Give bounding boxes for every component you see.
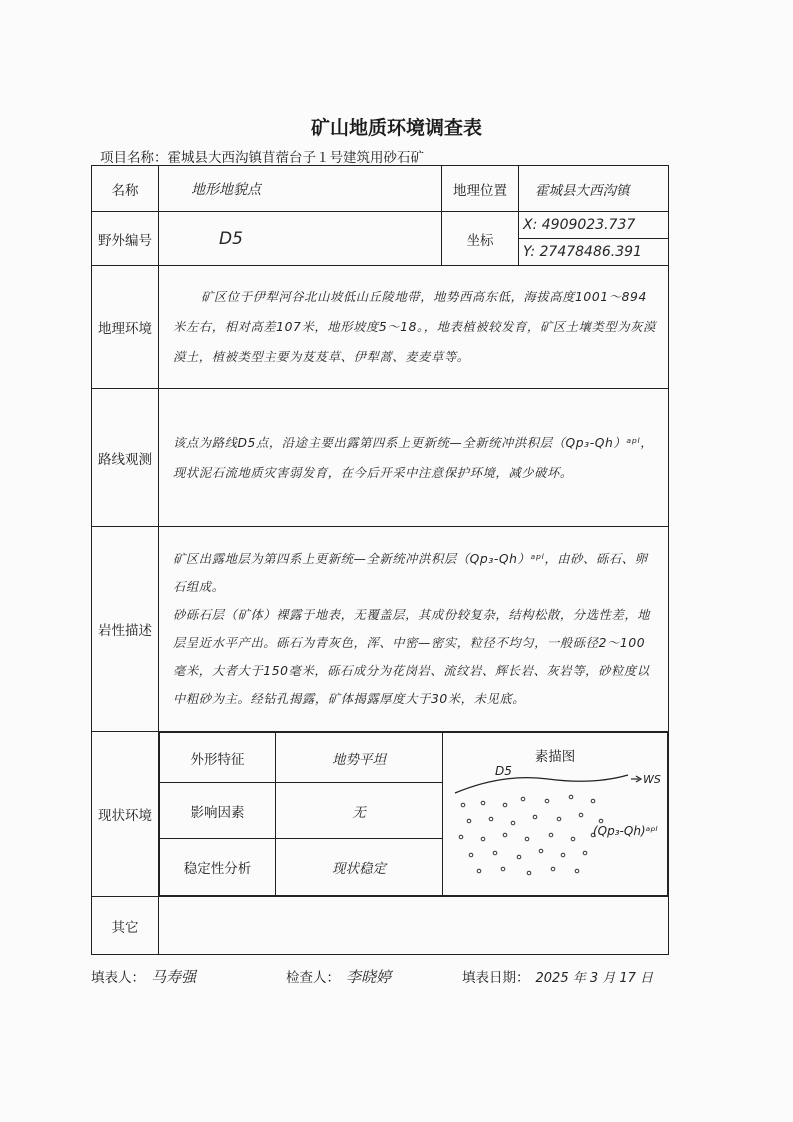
status-label: 现状环境: [92, 732, 159, 897]
geo-env-text: [159, 266, 669, 389]
name-value: 地形地貌点: [159, 166, 442, 212]
sketch-label: 素描图: [534, 749, 576, 765]
checker-value: 李晓婷: [346, 968, 392, 986]
checker-label: 检查人：: [286, 970, 340, 986]
sketch-point-label: D5: [495, 765, 512, 778]
coords-label: 坐标: [442, 212, 519, 266]
shape-label: 外形特征: [160, 733, 276, 783]
filler: [91, 966, 196, 987]
other-value: [159, 897, 669, 955]
sketch-drawing: [443, 765, 668, 890]
gravel-dots: [459, 795, 603, 875]
lithology-text: [159, 527, 669, 732]
project-value: 霍城县大西沟镇苜蓿台子１号建筑用砂石矿: [167, 150, 424, 166]
checker: [286, 966, 391, 987]
survey-form-table: [91, 165, 669, 955]
status-inner-table: [159, 732, 668, 896]
field-no-label: 野外编号: [92, 212, 159, 266]
route-label: 路线观测: [92, 389, 159, 527]
lithology-label: 岩性描述: [92, 527, 159, 732]
geo-env-paragraph: 矿区位于伊犁河谷北山坡低山丘陵地带，地势西高东低，海拔高度1001～894米左右，相对高差107米，地形坡度5～18。，地表植被较发育，矿区土壤类型为灰漠漠土，植被类型主要为芨芨草、伊犁蒿、麦麦草等。: [173, 290, 656, 364]
status-cell: [159, 732, 669, 897]
name-label: 名称: [92, 166, 159, 212]
route-paragraph: 该点为路线D5点，沿途主要出露第四系上更新统—全新统冲洪积层（Qp₃-Qh）ᵃᵖˡ，现状泥石流地质灾害弱发育，在今后开采中注意保护环境，减少破坏。: [173, 435, 654, 480]
fill-date: [462, 966, 653, 986]
filler-value: 马寿强: [151, 968, 197, 986]
filler-label: 填表人：: [91, 970, 145, 986]
factor-value: 无: [276, 783, 443, 839]
sketch-cell: [443, 733, 668, 896]
page-title: 矿山地质环境调查表: [310, 117, 482, 139]
project-label: 项目名称：: [100, 150, 168, 166]
coord-y: Y: 27478486.391: [523, 244, 642, 260]
factor-label: 影响因素: [160, 783, 276, 839]
coords-cell: [519, 212, 669, 266]
location-label: 地理位置: [442, 166, 519, 212]
terrain-line: [455, 775, 628, 793]
sketch-unit-label: (Qp₃-Qh)ᵃᵖˡ: [593, 824, 658, 838]
location-value: 霍城县大西沟镇: [519, 166, 669, 212]
date-value: 2025 年 3 月 17 日: [535, 971, 654, 986]
lithology-paragraph-1: 矿区出露地层为第四系上更新统—全新统冲洪积层（Qp₃-Qh）ᵃᵖˡ，由砂、砾石、卵石组成。: [173, 552, 648, 594]
coord-x: X: 4909023.737: [519, 212, 668, 239]
sketch-direction-label: WS: [643, 773, 661, 786]
stability-value: 现状稳定: [276, 839, 443, 896]
date-label: 填表日期：: [462, 970, 530, 986]
stability-label: 稳定性分析: [160, 839, 276, 896]
geo-env-label: 地理环境: [92, 266, 159, 389]
lithology-paragraph-2: 砂砾石层（矿体）裸露于地表，无覆盖层，其成份较复杂，结构松散，分选性差，地层呈近水平产出。砾石为青灰色，浑、中密—密实，粒径不均匀，一般砾径2～100毫米，大者大于150毫米，砾石成分为花岗岩、流纹岩、辉长岩、灰岩等，砂粒度以中粗砂为主。经钻孔揭露，矿体揭露厚度大于30米，未见底。: [173, 608, 651, 706]
shape-value: 地势平坦: [276, 733, 443, 783]
other-label: 其它: [92, 897, 159, 955]
project-name: [100, 146, 424, 166]
route-text: [159, 389, 669, 527]
field-no-value: D5: [159, 212, 442, 266]
